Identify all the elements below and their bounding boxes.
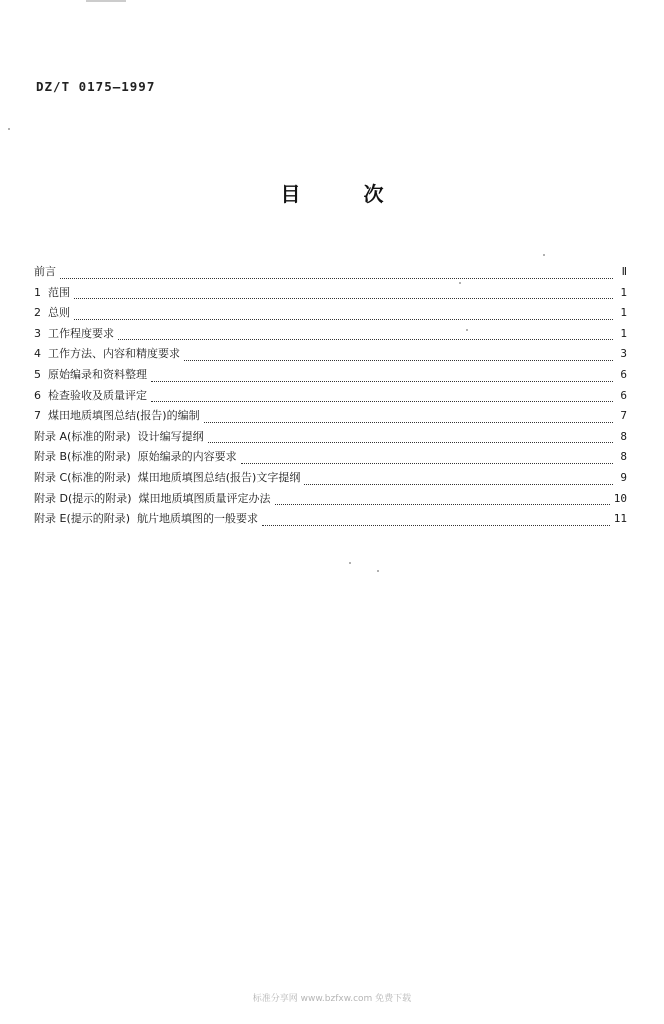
toc-entry-logging[interactable] xyxy=(34,365,627,386)
toc-entry-label: 附录 A(标准的附录) 设计编写提纲 xyxy=(34,429,204,443)
scan-speck xyxy=(349,562,351,564)
toc-entry-label: 6 检查验收及质量评定 xyxy=(34,388,147,402)
toc-title-char-2: 次 xyxy=(363,182,384,206)
toc-title xyxy=(0,178,664,207)
toc-entry-label: 附录 C(标准的附录) 煤田地质填图总结(报告)文字提纲 xyxy=(34,470,301,484)
toc-dot-leader xyxy=(304,484,613,485)
toc-entry-methods[interactable] xyxy=(34,344,627,365)
toc-entry-page: 9 xyxy=(620,470,627,484)
toc-entry-page: 3 xyxy=(620,347,627,361)
toc-entry-label: 4 工作方法、内容和精度要求 xyxy=(34,347,180,361)
scan-speck xyxy=(459,282,461,284)
toc-entry-appendix-a[interactable] xyxy=(34,427,627,448)
toc-entry-label: 附录 B(标准的附录) 原始编录的内容要求 xyxy=(34,450,237,464)
toc-entry-label: 5 原始编录和资料整理 xyxy=(34,367,147,381)
toc-entry-appendix-d[interactable] xyxy=(34,489,627,510)
toc-entry-appendix-e[interactable] xyxy=(34,509,627,530)
toc-dot-leader xyxy=(118,339,613,340)
toc-entry-page: 1 xyxy=(620,285,627,299)
toc-list xyxy=(34,262,627,530)
toc-entry-page: 6 xyxy=(620,388,627,402)
toc-entry-label: 3 工作程度要求 xyxy=(34,326,114,340)
toc-dot-leader xyxy=(184,360,613,361)
toc-entry-inspection[interactable] xyxy=(34,386,627,407)
toc-entry-label: 7 煤田地质填图总结(报告)的编制 xyxy=(34,409,200,423)
toc-entry-scope[interactable] xyxy=(34,283,627,304)
toc-entry-page: 11 xyxy=(613,512,627,526)
toc-dot-leader xyxy=(74,298,613,299)
toc-entry-label: 2 总则 xyxy=(34,306,70,320)
toc-entry-label: 附录 D(提示的附录) 煤田地质填图质量评定办法 xyxy=(34,491,271,505)
toc-entry-page: 10 xyxy=(613,491,627,505)
toc-entry-appendix-b[interactable] xyxy=(34,447,627,468)
toc-dot-leader xyxy=(151,381,613,382)
toc-dot-leader xyxy=(151,401,613,402)
footer-watermark: 标准分享网 www.bzfxw.com 免费下载 xyxy=(252,994,412,1004)
scan-speck xyxy=(543,254,545,256)
scan-speck xyxy=(377,570,379,572)
toc-dot-leader xyxy=(74,319,613,320)
toc-entry-label: 附录 E(提示的附录) 航片地质填图的一般要求 xyxy=(34,512,259,526)
toc-entry-work-degree[interactable] xyxy=(34,324,627,345)
toc-entry-general[interactable] xyxy=(34,303,627,324)
toc-entry-page: 1 xyxy=(620,326,627,340)
toc-entry-foreword[interactable] xyxy=(34,262,627,283)
scan-artifact-mark xyxy=(86,0,126,2)
scan-speck xyxy=(466,329,468,331)
scan-speck xyxy=(8,128,10,130)
toc-dot-leader xyxy=(208,442,613,443)
toc-entry-page: 7 xyxy=(620,409,627,423)
toc-dot-leader xyxy=(241,463,613,464)
toc-entry-page: 8 xyxy=(620,450,627,464)
toc-entry-report[interactable] xyxy=(34,406,627,427)
toc-title-char-1: 目 xyxy=(280,182,301,206)
toc-dot-leader xyxy=(204,422,613,423)
toc-entry-appendix-c[interactable] xyxy=(34,468,627,489)
toc-entry-label: 1 范围 xyxy=(34,285,70,299)
toc-entry-page: Ⅱ xyxy=(621,265,627,278)
toc-entry-page: 8 xyxy=(620,429,627,443)
toc-dot-leader xyxy=(262,525,610,526)
toc-entry-page: 1 xyxy=(620,306,627,320)
standard-code: DZ/T 0175—1997 xyxy=(36,79,156,94)
toc-dot-leader xyxy=(275,504,610,505)
toc-dot-leader xyxy=(60,278,613,279)
toc-entry-label: 前言 xyxy=(34,265,56,278)
toc-entry-page: 6 xyxy=(620,367,627,381)
